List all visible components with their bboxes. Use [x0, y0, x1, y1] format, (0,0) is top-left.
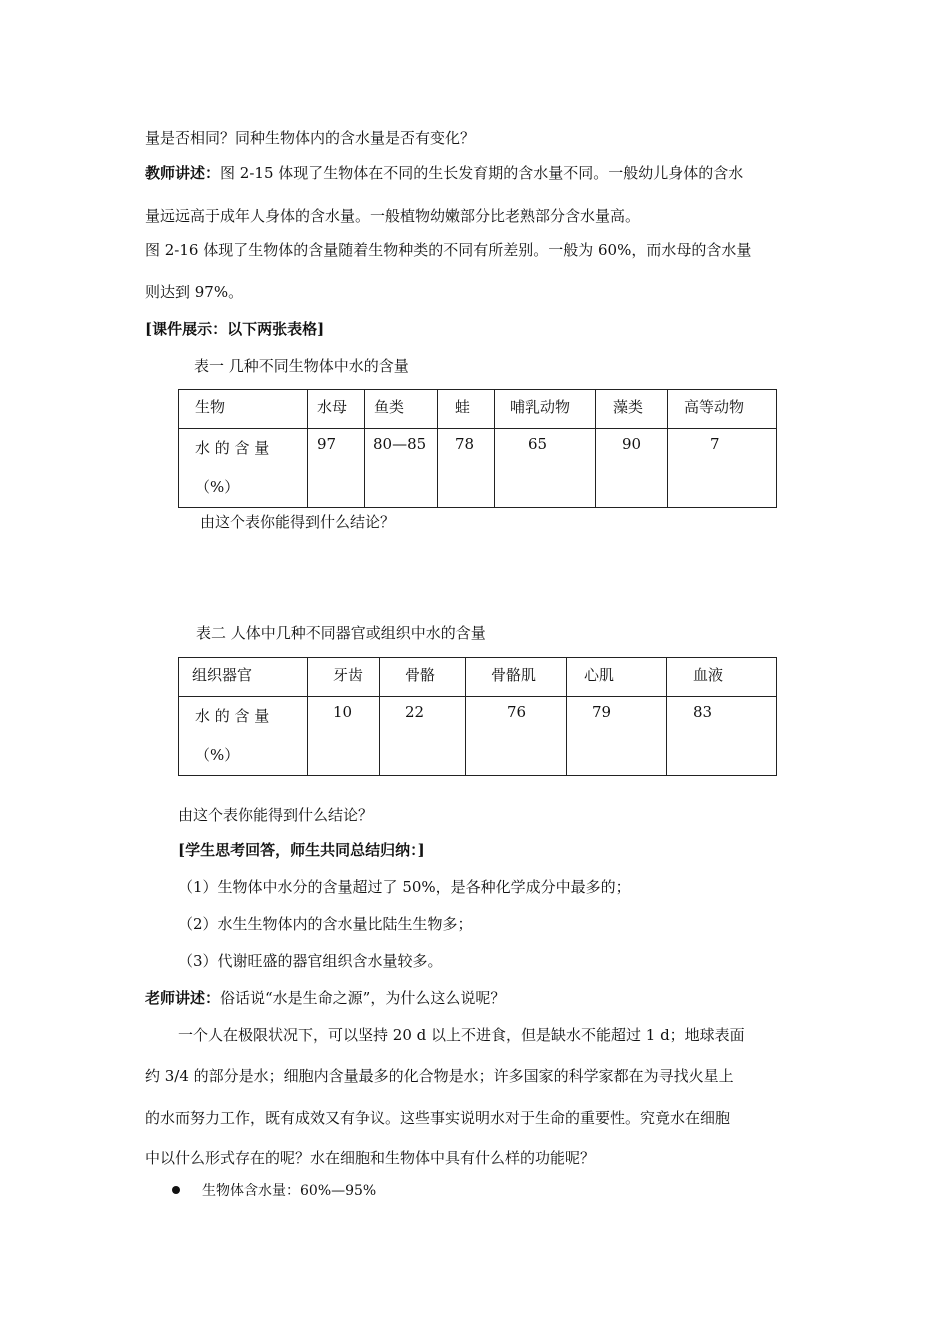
summary-item: （2）水生生物体内的含水量比陆生生物多；: [178, 915, 473, 933]
table1-value-cell: 65: [495, 429, 596, 508]
table1-caption: 表一 几种不同生物体中水的含量: [194, 357, 409, 375]
table1-value-cell: 97: [308, 429, 365, 508]
table2-value-cell: 79: [567, 697, 667, 776]
courseware-heading: [课件展示：以下两张表格]: [145, 320, 325, 338]
teacher-text: 图 2-15 体现了生物体在不同的生长发育期的含水量不同。一般幼儿身体的含水: [220, 164, 744, 182]
paragraph-line: 中以什么形式存在的呢？水在细胞和生物体中具有什么样的功能呢？: [145, 1149, 596, 1167]
table1: [178, 389, 777, 508]
table1-header-cell: 鱼类: [365, 390, 438, 429]
table2: [178, 657, 777, 776]
table1-row-label: 水 的 含 量 （%）: [179, 429, 308, 508]
table1-header-cell: 高等动物: [668, 390, 777, 429]
paragraph-line: 的水而努力工作，既有成效又有争议。这些事实说明水对于生命的重要性。究竟水在细胞: [145, 1109, 731, 1127]
table2-row-label: 水 的 含 量 （%）: [179, 697, 308, 776]
table1-header-cell: 哺乳动物: [495, 390, 596, 429]
table2-question: 由这个表你能得到什么结论？: [178, 806, 374, 824]
table2-header-cell: 血液: [667, 658, 777, 697]
bullet-icon: [172, 1186, 180, 1194]
table2-value-cell: 83: [667, 697, 777, 776]
summary-item: （1）生物体中水分的含量超过了 50%，是各种化学成分中最多的；: [178, 878, 631, 896]
table1-question: 由这个表你能得到什么结论？: [200, 513, 396, 531]
table1-header-cell: 生物: [179, 390, 308, 429]
table2-header-cell: 牙齿: [308, 658, 380, 697]
summary-item: （3）代谢旺盛的器官组织含水量较多。: [178, 952, 443, 970]
teacher2-text: 俗话说“水是生命之源”，为什么这么说呢？: [220, 989, 506, 1007]
paragraph-line: 图 2-16 体现了生物体的含量随着生物种类的不同有所差别。一般为 60%，而水母的含水量: [145, 241, 752, 259]
table2-value-cell: 10: [308, 697, 380, 776]
table1-value-cell: 80—85: [365, 429, 438, 508]
paragraph-line: 约 3/4 的部分是水；细胞内含量最多的化合物是水；许多国家的科学家都在为寻找火星上: [145, 1067, 734, 1085]
table1-value-cell: 90: [596, 429, 668, 508]
table2-value-cell: 76: [466, 697, 567, 776]
table1-value-cell: 78: [438, 429, 495, 508]
table2-header-cell: 骨骼: [380, 658, 466, 697]
paragraph-line: 量是否相同？同种生物体内的含水量是否有变化？: [145, 129, 476, 147]
table1-header-cell: 蛙: [438, 390, 495, 429]
paragraph-line: 一个人在极限状况下，可以坚持 20 d 以上不进食，但是缺水不能超过 1 d；地球表面: [178, 1026, 745, 1044]
table1-header-cell: 藻类: [596, 390, 668, 429]
table2-header-cell: 心肌: [567, 658, 667, 697]
table2-caption: 表二 人体中几种不同器官或组织中水的含量: [196, 624, 486, 642]
table1-value-cell: 7: [668, 429, 777, 508]
teacher-paragraph: [145, 163, 743, 183]
paragraph-line: 则达到 97%。: [145, 283, 244, 301]
paragraph-line: 量远远高于成年人身体的含水量。一般植物幼嫩部分比老熟部分含水量高。: [145, 207, 641, 225]
teacher2-paragraph: [145, 988, 505, 1008]
table1-header-cell: 水母: [308, 390, 365, 429]
bullet-text: 生物体含水量：60%—95%: [202, 1183, 377, 1199]
teacher-label: 教师讲述：: [145, 164, 221, 182]
table2-value-cell: 22: [380, 697, 466, 776]
teacher2-label: 老师讲述：: [145, 989, 221, 1007]
table2-header-cell: 骨骼肌: [466, 658, 567, 697]
table2-header-cell: 组织器官: [179, 658, 308, 697]
summary-title: [学生思考回答，师生共同总结归纳：]: [178, 841, 425, 859]
